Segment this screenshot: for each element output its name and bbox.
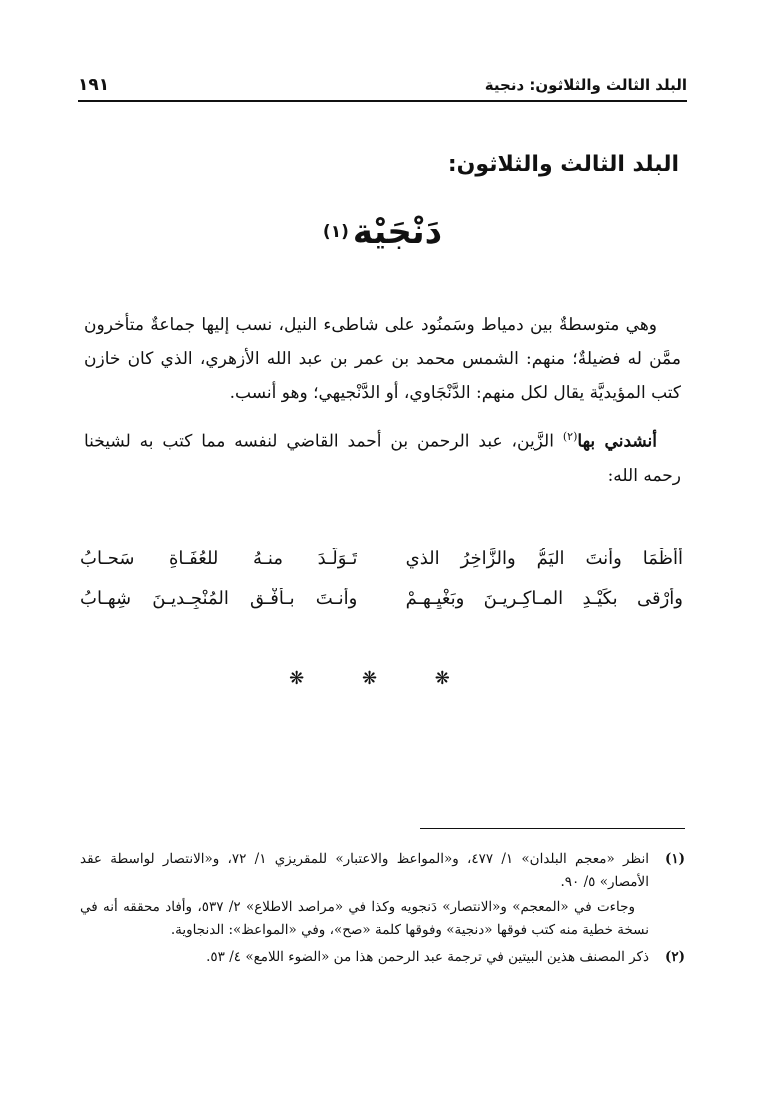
town-name: دَنْجَيْة bbox=[352, 212, 443, 252]
section-ornament: ❋ ❋ ❋ bbox=[289, 668, 476, 689]
verse-first-hemistich: أَأظْمَا وأنتَ اليَمُّ والزَّاخِرُ الذي bbox=[405, 547, 683, 569]
body-text bbox=[84, 308, 681, 503]
footnotes bbox=[80, 848, 685, 973]
verse bbox=[80, 538, 683, 578]
footnote-number: (٢) bbox=[664, 949, 685, 965]
page-number: ١٩١ bbox=[78, 75, 110, 95]
footnote bbox=[80, 848, 685, 942]
paragraph-text: الزَّين، عبد الرحمن بن أحمد القاضي لنفسه مما كتب به لشيخنا رحمه الله: bbox=[84, 431, 681, 486]
verse-second-hemistich: وأنـتَ بـأُفْـقِ المُنْجِـديـنَ شِهـابُ bbox=[80, 587, 358, 609]
verse-first-hemistich: وأرْقى بكَيْـدِ المـاكِـريـنَ وبَغْيِـهـمْ bbox=[405, 587, 683, 609]
footnote-divider bbox=[420, 828, 685, 829]
footnote-marker: (٢) bbox=[562, 430, 578, 443]
town-title bbox=[0, 212, 765, 252]
footnote-number: (١) bbox=[664, 851, 685, 867]
paragraph bbox=[84, 420, 681, 493]
footnote-text: ذكر المصنف هذين البيتين في ترجمة عبد الرحمن هذا من «الضوء اللامع» ٤/ ٥٣. bbox=[206, 949, 649, 965]
verse-second-hemistich: تَـوَلَّـدَ منـهُ للعُفَـاةِ سَحـابُ bbox=[80, 547, 358, 569]
paragraph: وهي متوسطةٌ بين دمياط وسَمنُود على شاطىء النيل، نسب إليها جماعةٌ متأخرون ممَّن له فضيلةٌ؛ منهم: الشمس محمد بن عمر بن عبد الله الأزهري، الذي كان خازن كتب المؤيديَّة يقال لكل منهم: الدَّنْجَاوي، أو الدَّنْجيهي؛ وهو أنسب. bbox=[84, 315, 681, 403]
footnote-marker: (١) bbox=[322, 221, 349, 242]
footnote-main-text: انظر «معجم البلدان» ١/ ٤٧٧، و«المواعظ والاعتبار» للمقريزي ١/ ٧٢، و«الانتصار لواسطة عقد الأمصار» ٥/ ٩٠. bbox=[80, 851, 650, 890]
footnote bbox=[80, 946, 685, 969]
paragraph-lead: أنشدني بها bbox=[577, 431, 657, 452]
running-title: البلد الثالث والثلاثون: دنجية bbox=[484, 76, 687, 94]
footnote-note: وجاءت في «المعجم» و«الانتصار» دَنجويه وكذا في «مراصد الاطلاع» ٢/ ٥٣٧، وأفاد محققه أنه في نسخة خطية منه كتب فوقها «دنجية» وفوقها كلمة «صح»، وفي «المواعظ»: الدنجاوية. bbox=[80, 899, 649, 938]
poem bbox=[80, 538, 683, 618]
running-header bbox=[78, 70, 687, 102]
footnote-text bbox=[80, 848, 649, 942]
verse bbox=[80, 578, 683, 618]
section-heading: البلد الثالث والثلاثون: bbox=[447, 152, 679, 177]
